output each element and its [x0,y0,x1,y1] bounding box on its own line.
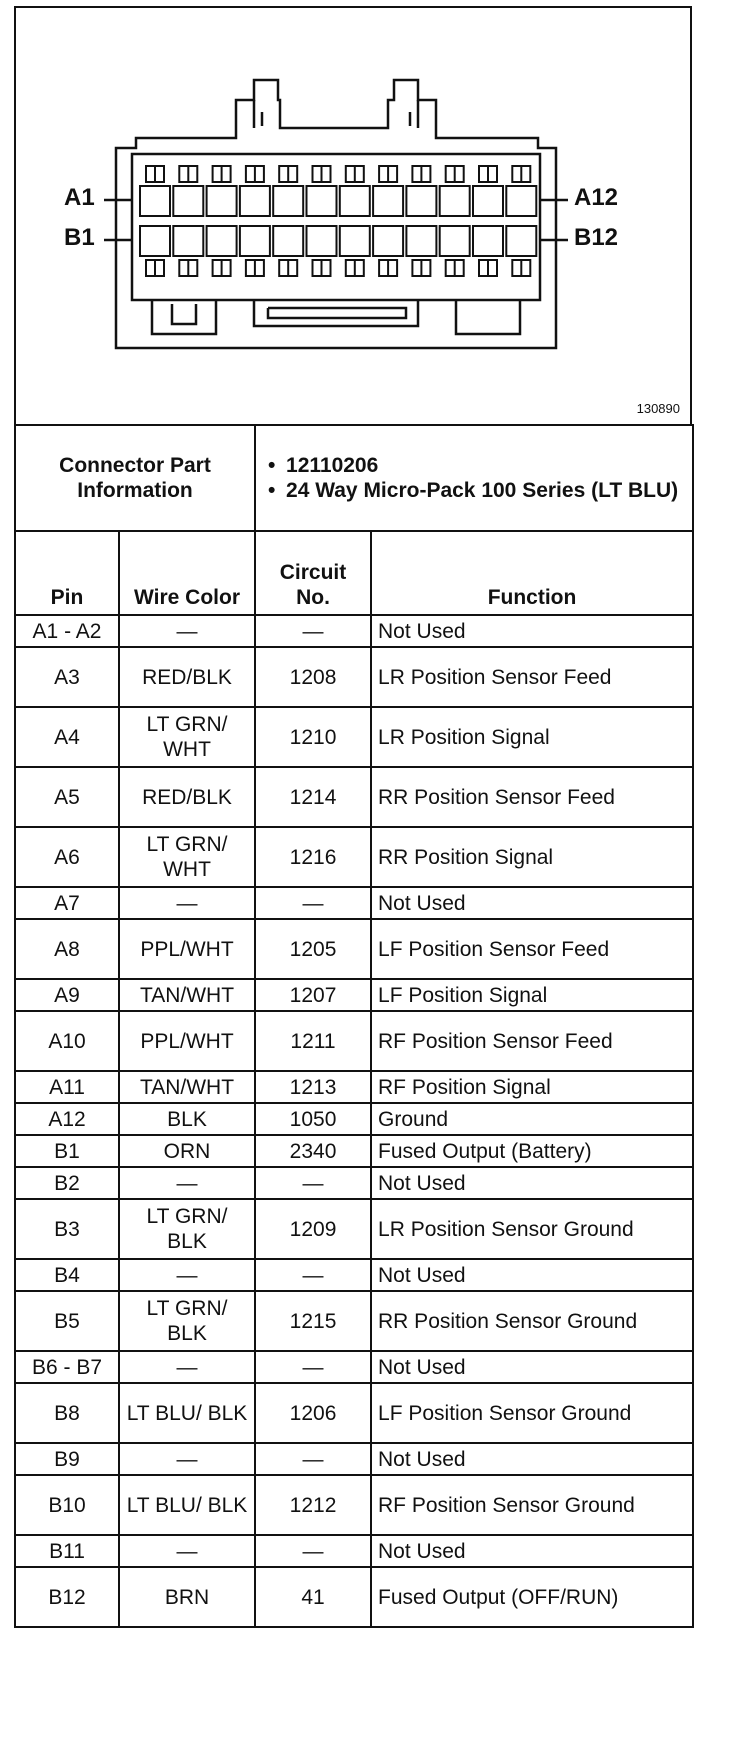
function-cell: Not Used [371,1351,693,1383]
circuit-cell: 1208 [255,647,371,707]
pin-cell: A1 - A2 [15,615,119,647]
col-header-wire-color: Wire Color [119,531,255,615]
table-row [15,1259,693,1291]
pin-cell: A6 [15,827,119,887]
col-header-circuit: Circuit No. [255,531,371,615]
circuit-cell: 1212 [255,1475,371,1535]
circuit-cell: 1205 [255,919,371,979]
wire-color-cell: BRN [119,1567,255,1627]
wire-color-cell: RED/BLK [119,647,255,707]
pin-cavity [207,226,237,256]
circuit-cell: — [255,887,371,919]
wire-color-cell: TAN/WHT [119,1071,255,1103]
circuit-cell: — [255,1443,371,1475]
pin-cell: B9 [15,1443,119,1475]
table-row [15,1567,693,1627]
table-row [15,1011,693,1071]
label-b12: B12 [574,224,619,251]
function-cell: RR Position Signal [371,827,693,887]
table-row [15,1475,693,1535]
pin-cavity [273,226,303,256]
function-cell: Not Used [371,615,693,647]
column-header-row [15,531,693,615]
table-row [15,1383,693,1443]
pin-cavity [273,186,303,216]
wire-color-cell: LT GRN/ BLK [119,1199,255,1259]
pin-cell: A8 [15,919,119,979]
circuit-cell: 1213 [255,1071,371,1103]
circuit-cell: 2340 [255,1135,371,1167]
function-cell: RF Position Sensor Feed [371,1011,693,1071]
wire-color-cell: PPL/WHT [119,919,255,979]
table-row [15,647,693,707]
table-row [15,1351,693,1383]
wire-color-cell: — [119,615,255,647]
pin-cell: B1 [15,1135,119,1167]
pin-cavity [340,186,370,216]
wire-color-cell: LT GRN/ WHT [119,707,255,767]
function-cell: Not Used [371,1167,693,1199]
pin-cavity [140,226,170,256]
pin-cell: A11 [15,1071,119,1103]
circuit-cell: — [255,1351,371,1383]
pin-cell: A9 [15,979,119,1011]
function-cell: LR Position Sensor Ground [371,1199,693,1259]
function-cell: LR Position Sensor Feed [371,647,693,707]
wire-color-cell: — [119,1443,255,1475]
circuit-cell: 1209 [255,1199,371,1259]
col-header-pin: Pin [15,531,119,615]
table-row [15,1291,693,1351]
pin-cell: B11 [15,1535,119,1567]
connector-info-row [15,425,693,531]
pin-cell: A12 [15,1103,119,1135]
table-row [15,919,693,979]
label-a12: A12 [574,184,619,211]
pin-cavity [373,226,403,256]
function-cell: LF Position Sensor Ground [371,1383,693,1443]
table-row [15,887,693,919]
wire-color-cell: — [119,1259,255,1291]
table-row [15,979,693,1011]
label-a1: A1 [64,184,95,211]
function-cell: RR Position Sensor Feed [371,767,693,827]
pin-cavity [207,186,237,216]
pin-cell: A4 [15,707,119,767]
pin-cavity [140,186,170,216]
pin-cavity [240,226,270,256]
pin-cell: B2 [15,1167,119,1199]
pinout-table [14,424,694,1628]
wire-color-cell: LT GRN/ BLK [119,1291,255,1351]
circuit-cell: — [255,1535,371,1567]
table-row [15,615,693,647]
wire-color-cell: PPL/WHT [119,1011,255,1071]
table-row [15,1443,693,1475]
circuit-cell: 1206 [255,1383,371,1443]
function-cell: Not Used [371,1535,693,1567]
wire-color-cell: TAN/WHT [119,979,255,1011]
function-cell: RF Position Signal [371,1071,693,1103]
table-row [15,1535,693,1567]
pin-cavity [173,226,203,256]
pin-cell: B4 [15,1259,119,1291]
pin-cavity [240,186,270,216]
table-row [15,827,693,887]
pin-cavity [307,186,337,216]
pin-cavity [373,186,403,216]
circuit-cell: 1207 [255,979,371,1011]
pin-cavity [473,186,503,216]
pin-cell: B6 - B7 [15,1351,119,1383]
circuit-cell: 1050 [255,1103,371,1135]
circuit-cell: — [255,615,371,647]
pin-cavity [440,226,470,256]
pin-cavity [340,226,370,256]
connector-info-details: • 12110206 • 24 Way Micro-Pack 100 Series (LT BLU) [255,425,693,531]
function-cell: LF Position Sensor Feed [371,919,693,979]
circuit-cell: — [255,1167,371,1199]
part-number: 12110206 [286,454,379,477]
connector-diagram [14,6,692,424]
wire-color-cell: — [119,887,255,919]
pin-cavity [473,226,503,256]
connector-description: 24 Way Micro-Pack 100 Series (LT BLU) [286,479,679,502]
circuit-cell: 1214 [255,767,371,827]
circuit-cell: 1210 [255,707,371,767]
pin-cell: B12 [15,1567,119,1627]
figure-number: 130890 [636,401,680,416]
pin-cavity [506,226,536,256]
function-cell: RF Position Sensor Ground [371,1475,693,1535]
function-cell: Fused Output (OFF/RUN) [371,1567,693,1627]
connector-face-drawing [16,8,690,424]
function-cell: Ground [371,1103,693,1135]
pin-cavity [406,226,436,256]
table-row [15,1103,693,1135]
connector-info-header: Connector Part Information [15,425,255,531]
circuit-cell: 1211 [255,1011,371,1071]
pin-cavity [506,186,536,216]
label-b1: B1 [64,224,95,251]
table-row [15,767,693,827]
pin-cell: A10 [15,1011,119,1071]
circuit-cell: — [255,1259,371,1291]
function-cell: LF Position Signal [371,979,693,1011]
function-cell: Not Used [371,887,693,919]
connector-sheet [14,6,690,1628]
pin-cell: B3 [15,1199,119,1259]
table-row [15,707,693,767]
pin-cavity [307,226,337,256]
wire-color-cell: — [119,1535,255,1567]
pin-cell: B5 [15,1291,119,1351]
wire-color-cell: — [119,1351,255,1383]
table-row [15,1135,693,1167]
table-row [15,1199,693,1259]
circuit-cell: 1216 [255,827,371,887]
table-row [15,1167,693,1199]
pin-cell: B8 [15,1383,119,1443]
circuit-cell: 1215 [255,1291,371,1351]
function-cell: LR Position Signal [371,707,693,767]
wire-color-cell: RED/BLK [119,767,255,827]
pin-cavity [406,186,436,216]
wire-color-cell: BLK [119,1103,255,1135]
table-row [15,1071,693,1103]
pin-cavity [440,186,470,216]
circuit-cell: 41 [255,1567,371,1627]
function-cell: Not Used [371,1259,693,1291]
wire-color-cell: LT BLU/ BLK [119,1475,255,1535]
wire-color-cell: LT BLU/ BLK [119,1383,255,1443]
pin-cell: B10 [15,1475,119,1535]
pin-cell: A7 [15,887,119,919]
wire-color-cell: ORN [119,1135,255,1167]
wire-color-cell: — [119,1167,255,1199]
function-cell: RR Position Sensor Ground [371,1291,693,1351]
pin-cavity [173,186,203,216]
pin-cell: A5 [15,767,119,827]
wire-color-cell: LT GRN/ WHT [119,827,255,887]
function-cell: Fused Output (Battery) [371,1135,693,1167]
function-cell: Not Used [371,1443,693,1475]
pin-cell: A3 [15,647,119,707]
col-header-function: Function [371,531,693,615]
